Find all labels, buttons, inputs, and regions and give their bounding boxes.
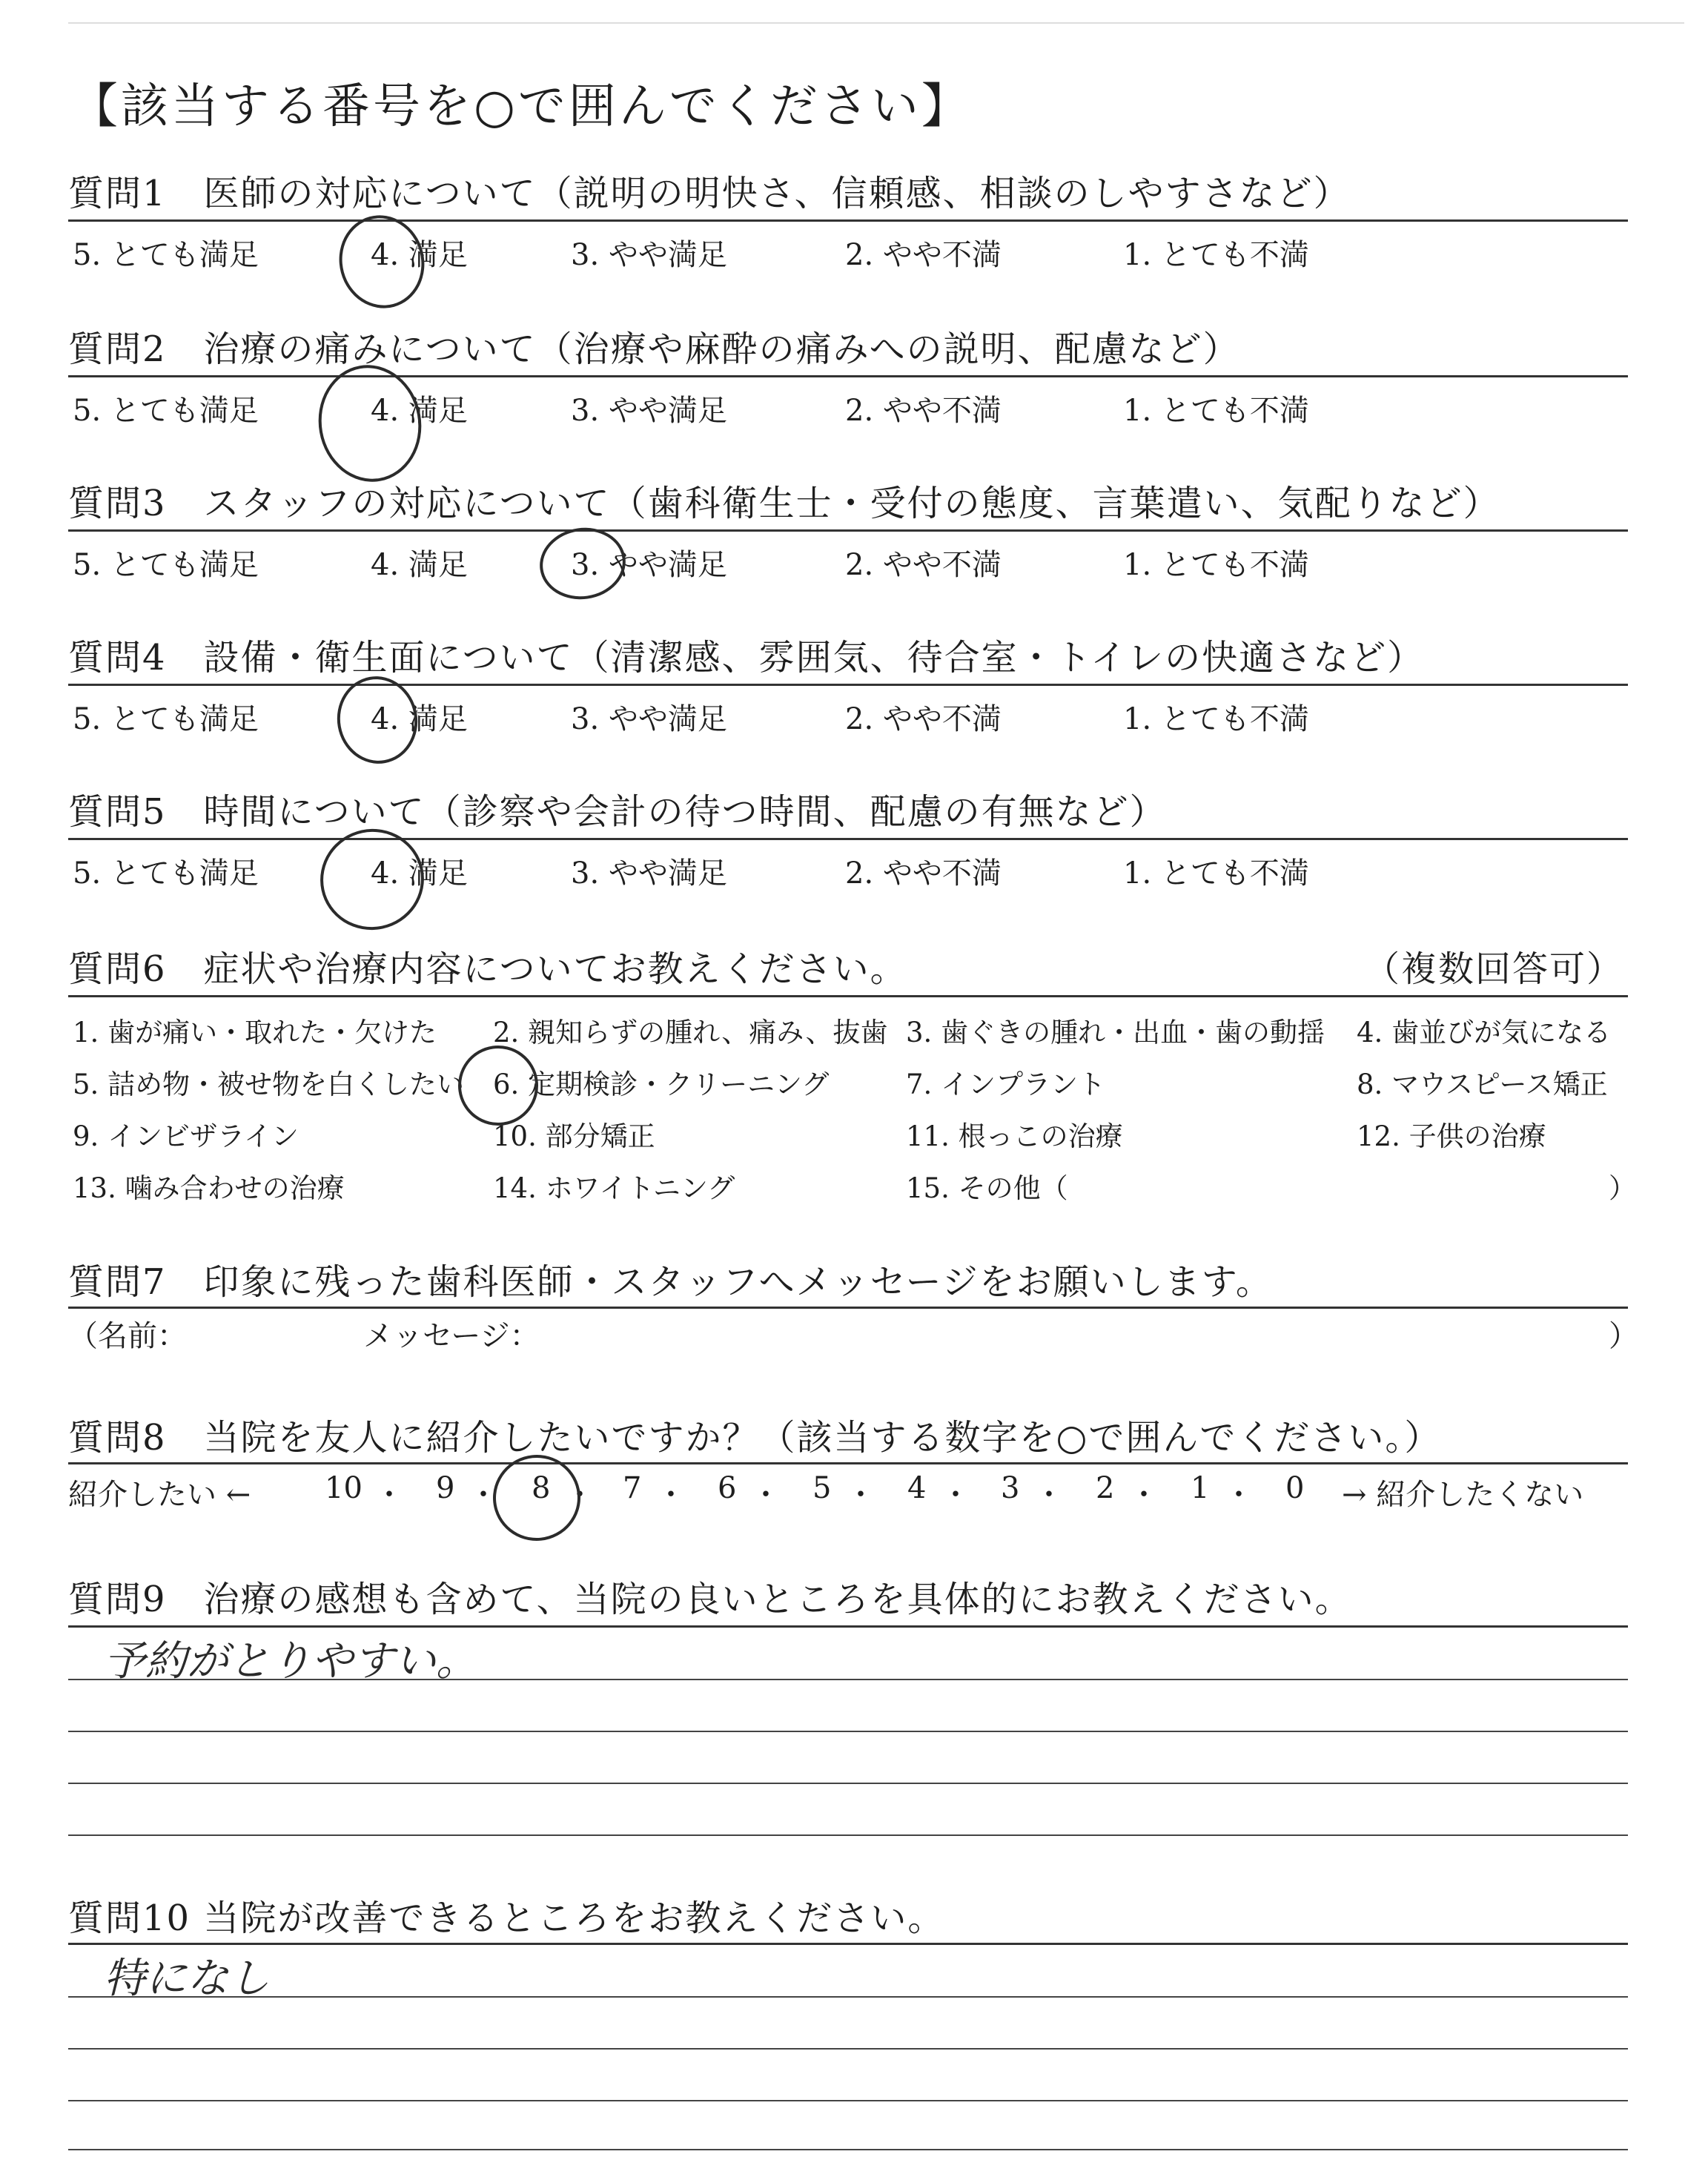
q1-option-3[interactable]: 3. やや満足 [571,238,727,272]
question-9-title: 質問9 治療の感想も含めて、当院の良いところを具体的にお教えください。 [68,1579,1352,1620]
question-1-rule [68,219,1628,222]
q8-sep: ・ [374,1478,404,1512]
q8-score-3[interactable]: 3 [1001,1471,1020,1505]
q6-item-9[interactable]: 9. インビザライン [73,1120,299,1152]
q8-score-8[interactable]: 8 [532,1471,551,1505]
q6-item-6[interactable]: 6. 定期検診・クリーニング [493,1069,830,1100]
q6-item-2[interactable]: 2. 親知らずの腫れ、痛み、抜歯 [493,1017,888,1048]
q6-item-12[interactable]: 12. 子供の治療 [1357,1120,1546,1152]
q8-sep: ・ [846,1478,875,1512]
q6-item-15[interactable]: 15. その他（ [906,1172,1068,1204]
q10-answer-line [68,2048,1628,2050]
q6-item-7[interactable]: 7. インプラント [906,1069,1106,1100]
q6-item-5[interactable]: 5. 詰め物・被せ物を白くしたい [73,1069,465,1100]
q8-sep: ・ [751,1478,781,1512]
question-3-title: 質問3 スタッフの対応について（歯科衛生士・受付の態度、言葉遣い、気配りなど） [68,483,1500,524]
q2-option-5[interactable]: 5. とても満足 [73,394,259,428]
q5-option-5[interactable]: 5. とても満足 [73,856,259,891]
q3-option-3[interactable]: 3. やや満足 [571,548,727,582]
q7-close-paren: ） [1609,1319,1638,1353]
question-4-title: 質問4 設備・衛生面について（清潔感、雰囲気、待合室・トイレの快適さなど） [68,637,1425,678]
q3-option-4[interactable]: 4. 満足 [371,548,468,582]
question-6-rule [68,995,1628,997]
q6-item-10[interactable]: 10. 部分矯正 [493,1120,655,1152]
question-6-title: 質問6 症状や治療内容についてお教えください。 [68,948,907,990]
q10-answer-line [68,1996,1628,1998]
q9-answer-line [68,1834,1628,1836]
q4-option-4[interactable]: 4. 満足 [371,702,468,736]
q7-message-label: メッセージ： [363,1319,540,1353]
q3-option-1[interactable]: 1. とても不満 [1123,548,1309,582]
question-2-title: 質問2 治療の痛みについて（治療や麻酔の痛みへの説明、配慮など） [68,328,1240,370]
q8-score-7[interactable]: 7 [623,1471,642,1505]
q9-answer-line [68,1783,1628,1784]
q3-option-2[interactable]: 2. やや不満 [845,548,1002,582]
question-5-rule [68,838,1628,840]
q7-name-label: （名前： [68,1319,187,1353]
q4-option-5[interactable]: 5. とても満足 [73,702,259,736]
q8-score-4[interactable]: 4 [907,1471,927,1505]
q8-score-2[interactable]: 2 [1096,1471,1115,1505]
q8-score-1[interactable]: 1 [1191,1471,1210,1505]
q6-item-14[interactable]: 14. ホワイトニング [493,1172,735,1204]
q8-sep: ・ [469,1478,498,1512]
q6-item-8[interactable]: 8. マウスピース矯正 [1357,1069,1608,1100]
q4-option-2[interactable]: 2. やや不満 [845,702,1002,736]
q8-sep: ・ [656,1478,686,1512]
q8-sep: ・ [941,1478,970,1512]
q8-sep: ・ [1224,1478,1254,1512]
q5-option-2[interactable]: 2. やや不満 [845,856,1002,891]
question-1-title: 質問1 医師の対応について（説明の明快さ、信頼感、相談のしやすさなど） [68,173,1351,214]
question-8-title: 質問8 当院を友人に紹介したいですか？（該当する数字を○で囲んでください。） [68,1417,1442,1459]
q9-answer-line [68,1679,1628,1680]
question-7-title: 質問7 印象に残った歯科医師・スタッフへメッセージをお願いします。 [68,1261,1273,1303]
q1-option-2[interactable]: 2. やや不満 [845,238,1002,272]
q3-option-5[interactable]: 5. とても満足 [73,548,259,582]
q6-item-11[interactable]: 11. 根っこの治療 [906,1120,1123,1152]
q6-item-1[interactable]: 1. 歯が痛い・取れた・欠けた [73,1017,437,1048]
page-title: 【該当する番号を○で囲んでください】 [70,79,972,134]
q4-option-3[interactable]: 3. やや満足 [571,702,727,736]
question-8-rule [68,1462,1628,1464]
q8-sep: ・ [1129,1478,1159,1512]
q9-answer-line [68,1731,1628,1732]
q8-score-9[interactable]: 9 [436,1471,455,1505]
q8-score-0[interactable]: 0 [1285,1471,1305,1505]
q10-handwritten-answer: 特になし [104,1955,270,2003]
q6-item-3[interactable]: 3. 歯ぐきの腫れ・出血・歯の動揺 [906,1017,1325,1048]
question-6-note: （複数回答可） [1364,948,1624,990]
question-9-rule [68,1625,1628,1628]
q6-item-4[interactable]: 4. 歯並びが気になる [1357,1017,1612,1048]
q2-option-4[interactable]: 4. 満足 [371,394,468,428]
q1-answer-circle [329,205,435,317]
page-top-edge [68,22,1684,24]
q8-right-label: → 紹介したくない [1342,1478,1584,1512]
question-2-rule [68,375,1628,377]
question-4-rule [68,684,1628,686]
q2-option-3[interactable]: 3. やや満足 [571,394,727,428]
q8-left-label: 紹介したい ← [68,1478,251,1512]
question-3-rule [68,529,1628,532]
q10-answer-line [68,2149,1628,2150]
q1-option-4[interactable]: 4. 満足 [371,238,468,272]
q8-answer-circle [489,1450,584,1545]
question-7-rule [68,1307,1628,1309]
q5-option-3[interactable]: 3. やや満足 [571,856,727,891]
q2-option-2[interactable]: 2. やや不満 [845,394,1002,428]
q8-score-6[interactable]: 6 [718,1471,737,1505]
q1-option-1[interactable]: 1. とても不満 [1123,238,1309,272]
q6-other-close-paren: ） [1609,1172,1636,1204]
q2-option-1[interactable]: 1. とても不満 [1123,394,1309,428]
question-10-title: 質問10 当院が改善できるところをお教えください。 [68,1898,945,1939]
q4-option-1[interactable]: 1. とても不満 [1123,702,1309,736]
question-10-rule [68,1943,1628,1945]
q9-handwritten-answer: 予約がとりやすい。 [104,1637,477,1685]
q8-sep: ・ [565,1478,595,1512]
q5-option-4[interactable]: 4. 満足 [371,856,468,891]
q8-score-5[interactable]: 5 [812,1471,832,1505]
q10-answer-line [68,2100,1628,2101]
q5-option-1[interactable]: 1. とても不満 [1123,856,1309,891]
q8-sep: ・ [1034,1478,1064,1512]
q6-item-13[interactable]: 13. 噛み合わせの治療 [73,1172,345,1204]
question-5-title: 質問5 時間について（診察や会計の待つ時間、配慮の有無など） [68,791,1167,833]
q3-answer-circle [535,522,630,604]
q8-score-10[interactable]: 10 [325,1471,363,1505]
q1-option-5[interactable]: 5. とても満足 [73,238,259,272]
